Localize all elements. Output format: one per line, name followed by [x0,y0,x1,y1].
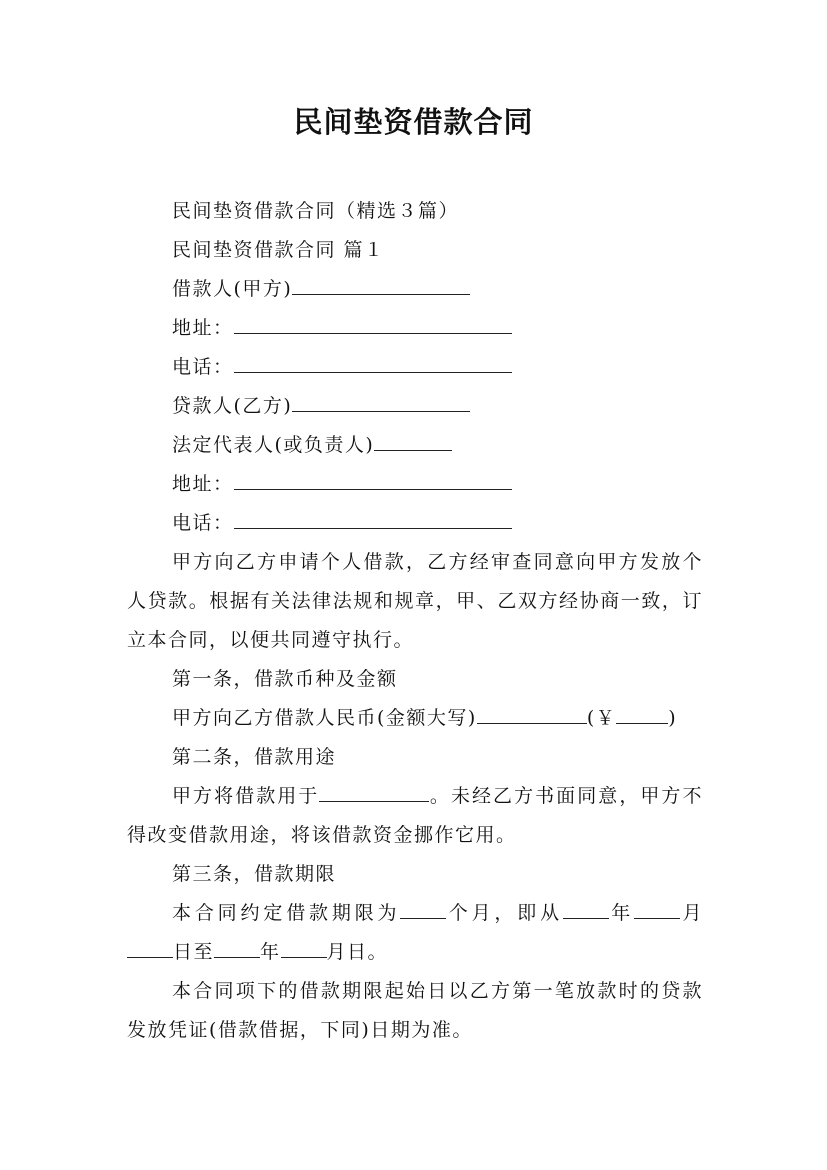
article1-title [127,660,703,699]
legal-rep-line [127,426,703,465]
document-body [127,192,703,1050]
end-year-blank [214,933,260,958]
loan-use-blank [319,777,429,802]
borrower-blank [292,270,470,295]
article2-title [127,738,703,777]
article3-text-e: 日至 [173,941,215,963]
address-blank [234,309,512,334]
article3-text-d: 月 [680,902,703,924]
address-label: 地址： [172,317,234,339]
phone2-label: 电话： [172,512,234,534]
legal-rep-blank [374,426,452,451]
end-month-blank [281,933,327,958]
lender-label: 贷款人(乙方) [172,395,293,417]
start-day-blank [127,933,173,958]
subtitle-line [127,192,703,231]
article3-text-g: 月日。 [326,941,389,963]
part-heading [127,231,703,270]
article3-text-b: 个月，即从 [446,902,563,924]
article3-text-a: 本合同约定借款期限为 [172,902,401,924]
address2-line [127,465,703,504]
article1-text-a: 甲方向乙方借款人民币(金额大写) [172,707,477,729]
article1-text [127,699,703,738]
phone-blank [234,348,512,373]
phone2-blank [234,504,512,529]
article1-title-text: 第一条，借款币种及金额 [172,668,398,690]
start-month-blank [634,894,680,919]
document-title: 民间垫资借款合同 [293,105,534,139]
borrower-line [127,270,703,309]
article3-text-c: 年 [608,902,635,924]
article2-paragraph [127,777,703,855]
months-blank [400,894,446,919]
borrower-label: 借款人(甲方) [172,278,293,300]
address-line [127,309,703,348]
subtitle-text: 民间垫资借款合同（精选３篇） [172,200,460,222]
phone-label: 电话： [172,356,234,378]
address2-blank [234,465,512,490]
intro-paragraph: 甲方向乙方申请个人借款，乙方经审查同意向甲方发放个人贷款。根据有关法律法规和规章，甲、乙双方经协商一致，订立本合同，以便共同遵守执行。 [127,551,703,651]
phone2-line [127,504,703,543]
part-heading-text: 民间垫资借款合同 篇１ [172,239,385,261]
article3-title-text: 第三条，借款期限 [172,863,337,885]
article2-title-text: 第二条，借款用途 [172,746,337,768]
lender-line [127,387,703,426]
article3-title [127,855,703,894]
address2-label: 地址： [172,473,234,495]
legal-rep-label: 法定代表人(或负责人) [172,434,375,456]
article2-text-b: 。未经乙方书面同意，甲方不得改变借款用途，将该借款资金挪作它用。 [127,785,703,846]
start-year-blank [563,894,609,919]
article2-text-a: 甲方将借款用于 [172,785,320,807]
amount-number-blank [616,699,668,724]
amount-words-blank [477,699,587,724]
article3-text-f: 年 [260,941,281,963]
lender-blank [292,387,470,412]
article3-paragraph-2: 本合同项下的借款期限起始日以乙方第一笔放款时的贷款发放凭证(借款借据，下同)日期为准。 [127,980,703,1041]
article1-text-b: (￥ [586,707,617,729]
article1-text-c: ) [668,707,678,729]
phone-line [127,348,703,387]
article3-paragraph [127,894,703,972]
